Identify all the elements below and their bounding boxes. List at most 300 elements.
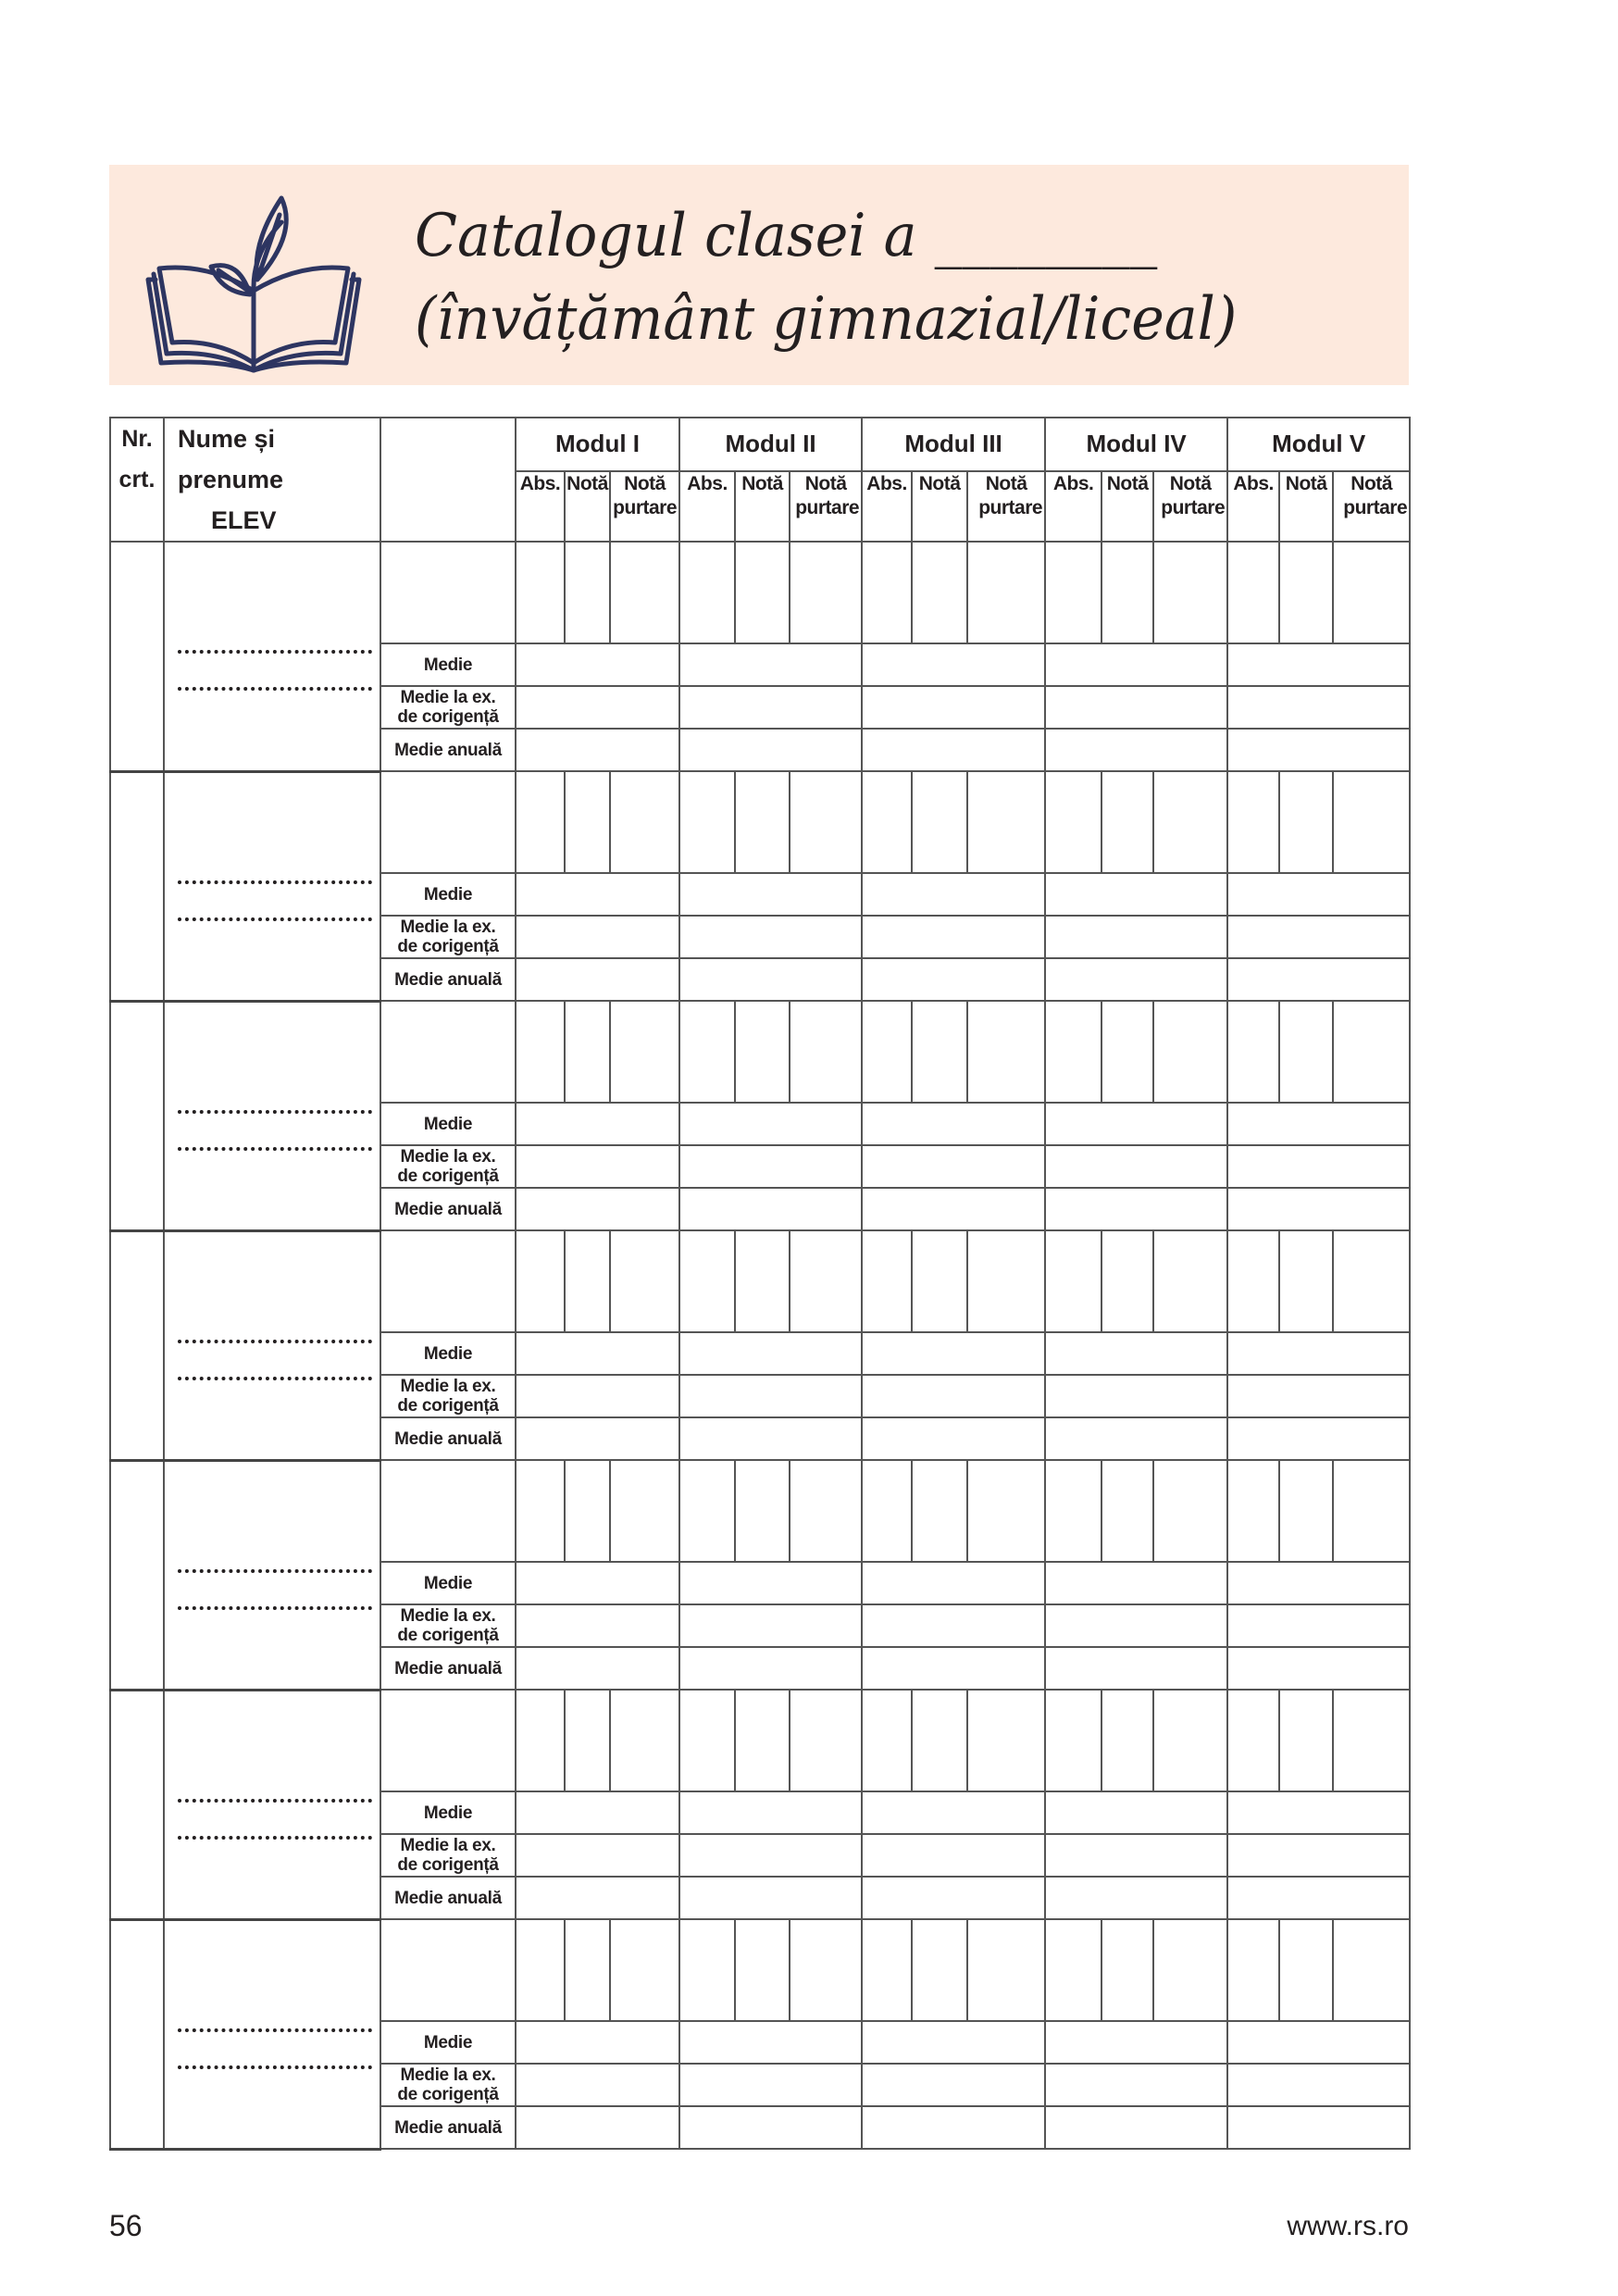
module-average-cell[interactable] <box>1045 916 1227 958</box>
student-name-cell[interactable] <box>164 1001 380 1230</box>
nota-purtare-cell[interactable] <box>1153 1230 1227 1332</box>
abs-cell[interactable] <box>679 1690 735 1791</box>
module-average-cell[interactable] <box>862 2106 1045 2149</box>
title-line-1: Catalogul clasei a ________ <box>415 202 1158 270</box>
module-average-cell[interactable] <box>516 1417 679 1460</box>
nota-purtare-line2: purtare <box>613 496 678 518</box>
student-entry-row <box>110 1460 1410 1562</box>
nota-cell[interactable] <box>735 771 790 873</box>
row-label-text: de corigență <box>397 1626 499 1645</box>
module-average-cell[interactable] <box>679 1417 862 1460</box>
nota-purtare-header <box>610 471 679 542</box>
nota-cell[interactable] <box>912 542 967 643</box>
label-blank-cell <box>380 1001 516 1103</box>
nota-purtare-cell[interactable] <box>967 1919 1045 2021</box>
module-average-cell[interactable] <box>516 686 679 729</box>
name-dotted-line <box>178 1606 372 1610</box>
medie-corigenta-label <box>380 1834 516 1877</box>
label-blank-cell <box>380 1690 516 1791</box>
nota-purtare-cell[interactable] <box>967 1690 1045 1791</box>
nota-cell[interactable] <box>1279 542 1333 643</box>
nota-purtare-cell[interactable] <box>1153 1919 1227 2021</box>
module-average-cell[interactable] <box>862 873 1045 916</box>
module-average-cell[interactable] <box>1045 1647 1227 1690</box>
module-average-cell[interactable] <box>1227 916 1410 958</box>
abs-cell[interactable] <box>516 1001 565 1103</box>
nota-purtare-cell[interactable] <box>1153 771 1227 873</box>
name-label: Nume și prenume <box>178 425 284 493</box>
row-label-text: de corigență <box>397 1396 499 1416</box>
module-average-cell[interactable] <box>516 1647 679 1690</box>
nota-purtare-cell[interactable] <box>610 542 679 643</box>
module-average-cell[interactable] <box>1045 1604 1227 1647</box>
title-banner <box>109 165 1409 385</box>
row-label-text: Medie la ex. <box>400 1377 496 1396</box>
module-average-cell[interactable] <box>516 873 679 916</box>
medie-label <box>380 1103 516 1145</box>
module-average-cell[interactable] <box>1227 1647 1410 1690</box>
nota-cell[interactable] <box>735 1001 790 1103</box>
open-book-sprout-icon <box>143 178 365 381</box>
module-average-cell[interactable] <box>1045 643 1227 686</box>
nota-cell[interactable] <box>735 1460 790 1562</box>
page-number: 56 <box>109 2209 143 2242</box>
nr-crt-cell[interactable] <box>110 1001 164 1230</box>
name-dotted-line <box>178 2028 372 2032</box>
student-name-cell[interactable] <box>164 1919 380 2149</box>
nota-purtare-cell[interactable] <box>967 1001 1045 1103</box>
abs-cell[interactable] <box>1045 1690 1101 1791</box>
nota-purtare-line2: purtare <box>978 496 1043 518</box>
module-average-cell[interactable] <box>679 1604 862 1647</box>
abs-cell[interactable] <box>1045 1460 1101 1562</box>
nota-purtare-cell[interactable] <box>790 1001 862 1103</box>
module-average-cell[interactable] <box>862 1562 1045 1604</box>
crt-label: crt. <box>118 467 156 493</box>
nota-purtare-cell[interactable] <box>790 542 862 643</box>
nota-cell[interactable] <box>1279 1919 1333 2021</box>
module-average-cell[interactable] <box>1045 1188 1227 1230</box>
nota-cell[interactable] <box>565 1001 610 1103</box>
nota-cell[interactable] <box>565 1230 610 1332</box>
catalog-table <box>109 417 1411 2151</box>
module-average-cell[interactable] <box>1045 729 1227 771</box>
module-average-cell[interactable] <box>862 1103 1045 1145</box>
module-average-cell[interactable] <box>1227 1145 1410 1188</box>
nota-cell[interactable] <box>912 1001 967 1103</box>
module-average-cell[interactable] <box>516 1188 679 1230</box>
module-average-cell[interactable] <box>1227 1877 1410 1919</box>
student-entry-row <box>110 542 1410 643</box>
nota-purtare-cell[interactable] <box>610 1690 679 1791</box>
module-average-cell[interactable] <box>1227 1417 1410 1460</box>
abs-cell[interactable] <box>862 1460 912 1562</box>
abs-cell[interactable] <box>1045 542 1101 643</box>
module-average-cell[interactable] <box>1045 1332 1227 1375</box>
module-average-cell[interactable] <box>1045 958 1227 1001</box>
nr-crt-cell[interactable] <box>110 771 164 1001</box>
nota-cell[interactable] <box>565 771 610 873</box>
nota-cell[interactable] <box>565 542 610 643</box>
module-average-cell[interactable] <box>679 686 862 729</box>
module-average-cell[interactable] <box>516 1877 679 1919</box>
student-entry-row <box>110 1919 1410 2021</box>
row-label-text: de corigență <box>397 1167 499 1186</box>
module-average-cell[interactable] <box>862 1791 1045 1834</box>
module-average-cell[interactable] <box>1227 686 1410 729</box>
module-average-cell[interactable] <box>679 643 862 686</box>
module-average-cell[interactable] <box>862 729 1045 771</box>
abs-cell[interactable] <box>862 542 912 643</box>
module-average-cell[interactable] <box>1045 1103 1227 1145</box>
module-average-cell[interactable] <box>1045 1791 1227 1834</box>
nota-cell[interactable] <box>565 1460 610 1562</box>
module-average-cell[interactable] <box>862 1417 1045 1460</box>
nota-cell[interactable] <box>1101 771 1153 873</box>
module-average-cell[interactable] <box>516 2106 679 2149</box>
nota-purtare-cell[interactable] <box>790 1460 862 1562</box>
nota-purtare-cell[interactable] <box>610 771 679 873</box>
abs-cell[interactable] <box>1227 771 1279 873</box>
abs-cell[interactable] <box>516 1230 565 1332</box>
name-dotted-line <box>178 1147 372 1151</box>
module-average-cell[interactable] <box>516 729 679 771</box>
module-average-cell[interactable] <box>516 1791 679 1834</box>
module-average-cell[interactable] <box>679 1145 862 1188</box>
module-average-cell[interactable] <box>679 1103 862 1145</box>
name-dotted-line <box>178 1836 372 1840</box>
module-average-cell[interactable] <box>862 2064 1045 2106</box>
abs-cell[interactable] <box>1227 1001 1279 1103</box>
nota-purtare-cell[interactable] <box>967 1460 1045 1562</box>
nota-purtare-cell[interactable] <box>1153 1690 1227 1791</box>
abs-cell[interactable] <box>1045 1919 1101 2021</box>
module-average-cell[interactable] <box>1227 958 1410 1001</box>
nota-cell[interactable] <box>912 771 967 873</box>
module-1-header: Modul I <box>516 418 679 471</box>
module-average-cell[interactable] <box>679 1375 862 1417</box>
abs-cell[interactable] <box>679 1001 735 1103</box>
row-label-text: Medie anuală <box>394 1199 502 1219</box>
nota-purtare-line1: Notă <box>804 472 847 494</box>
nota-purtare-cell[interactable] <box>1333 1919 1410 2021</box>
nota-purtare-cell[interactable] <box>967 1230 1045 1332</box>
nota-purtare-cell[interactable] <box>1333 771 1410 873</box>
row-label-text: Medie la ex. <box>400 917 496 937</box>
module-average-cell[interactable] <box>862 1647 1045 1690</box>
module-average-cell[interactable] <box>862 1834 1045 1877</box>
row-label-text: Medie la ex. <box>400 1147 496 1167</box>
nota-purtare-line2: purtare <box>1161 496 1226 518</box>
student-name-cell[interactable] <box>164 771 380 1001</box>
header-row-modules <box>110 418 1410 471</box>
module-3-header: Modul III <box>862 418 1045 471</box>
nota-cell[interactable] <box>912 1460 967 1562</box>
module-average-cell[interactable] <box>862 2021 1045 2064</box>
module-average-cell[interactable] <box>679 2021 862 2064</box>
module-average-cell[interactable] <box>679 729 862 771</box>
label-column-header <box>380 418 516 542</box>
nota-purtare-cell[interactable] <box>610 1230 679 1332</box>
abs-cell[interactable] <box>862 1690 912 1791</box>
abs-cell[interactable] <box>516 1919 565 2021</box>
student-entry-row <box>110 1690 1410 1791</box>
abs-header: Abs. <box>1045 471 1101 542</box>
module-average-cell[interactable] <box>516 643 679 686</box>
module-average-cell[interactable] <box>1227 729 1410 771</box>
nota-purtare-cell[interactable] <box>967 542 1045 643</box>
module-average-cell[interactable] <box>516 1145 679 1188</box>
row-label-text: Medie anuală <box>394 1888 502 1908</box>
abs-cell[interactable] <box>862 1001 912 1103</box>
module-average-cell[interactable] <box>1227 1188 1410 1230</box>
elev-label: ELEV <box>211 506 277 534</box>
module-average-cell[interactable] <box>1045 1562 1227 1604</box>
row-label-text: Medie <box>423 655 473 675</box>
nota-purtare-cell[interactable] <box>610 1919 679 2021</box>
medie-anuala-label <box>380 1188 516 1230</box>
module-average-cell[interactable] <box>862 1604 1045 1647</box>
nota-purtare-cell[interactable] <box>1153 542 1227 643</box>
module-average-cell[interactable] <box>1045 686 1227 729</box>
module-average-cell[interactable] <box>862 1188 1045 1230</box>
nr-crt-cell[interactable] <box>110 1230 164 1460</box>
abs-cell[interactable] <box>862 1230 912 1332</box>
title-line-2: (învățământ gimnazial/liceal) <box>415 285 1238 354</box>
module-average-cell[interactable] <box>862 1375 1045 1417</box>
nota-purtare-cell[interactable] <box>790 1690 862 1791</box>
abs-cell[interactable] <box>516 542 565 643</box>
nota-header: Notă <box>1101 471 1153 542</box>
nota-purtare-cell[interactable] <box>1153 1001 1227 1103</box>
nota-purtare-cell[interactable] <box>1333 1690 1410 1791</box>
module-average-cell[interactable] <box>862 1332 1045 1375</box>
module-average-cell[interactable] <box>862 1877 1045 1919</box>
module-average-cell[interactable] <box>679 2064 862 2106</box>
row-label-text: de corigență <box>397 2085 499 2104</box>
abs-cell[interactable] <box>679 771 735 873</box>
nota-purtare-header <box>1153 471 1227 542</box>
module-average-cell[interactable] <box>679 916 862 958</box>
module-average-cell[interactable] <box>1227 1834 1410 1877</box>
module-average-cell[interactable] <box>516 2064 679 2106</box>
nota-cell[interactable] <box>1101 1001 1153 1103</box>
name-dotted-line <box>178 1799 372 1803</box>
name-dotted-line <box>178 687 372 691</box>
module-average-cell[interactable] <box>516 1375 679 1417</box>
medie-anuala-label <box>380 1417 516 1460</box>
module-average-cell[interactable] <box>516 1332 679 1375</box>
medie-anuala-label <box>380 729 516 771</box>
module-average-cell[interactable] <box>1227 1562 1410 1604</box>
module-average-cell[interactable] <box>1045 2021 1227 2064</box>
module-average-cell[interactable] <box>679 2106 862 2149</box>
nota-purtare-cell[interactable] <box>1333 1001 1410 1103</box>
row-label-text: Medie anuală <box>394 740 502 760</box>
nr-crt-cell[interactable] <box>110 1460 164 1690</box>
row-label-text: Medie <box>423 1343 473 1364</box>
nota-cell[interactable] <box>735 1230 790 1332</box>
module-4-header: Modul IV <box>1045 418 1227 471</box>
medie-label <box>380 2021 516 2064</box>
abs-cell[interactable] <box>1045 1230 1101 1332</box>
module-average-cell[interactable] <box>516 1834 679 1877</box>
module-average-cell[interactable] <box>862 643 1045 686</box>
row-label-text: Medie anuală <box>394 1658 502 1678</box>
module-average-cell[interactable] <box>1227 1791 1410 1834</box>
abs-cell[interactable] <box>1045 1001 1101 1103</box>
student-name-cell[interactable] <box>164 1460 380 1690</box>
medie-corigenta-label <box>380 2064 516 2106</box>
module-average-cell[interactable] <box>1045 2064 1227 2106</box>
module-average-cell[interactable] <box>1227 643 1410 686</box>
abs-cell[interactable] <box>516 1690 565 1791</box>
nota-cell[interactable] <box>1279 1001 1333 1103</box>
module-average-cell[interactable] <box>679 1188 862 1230</box>
nr-crt-cell[interactable] <box>110 542 164 771</box>
nota-purtare-line1: Notă <box>624 472 666 494</box>
module-average-cell[interactable] <box>1045 1834 1227 1877</box>
module-average-cell[interactable] <box>679 958 862 1001</box>
module-average-cell[interactable] <box>862 958 1045 1001</box>
nota-cell[interactable] <box>1101 1690 1153 1791</box>
nota-cell[interactable] <box>565 1919 610 2021</box>
row-label-text: Medie <box>423 1803 473 1823</box>
student-name-cell[interactable] <box>164 542 380 771</box>
medie-corigenta-label <box>380 1145 516 1188</box>
module-average-cell[interactable] <box>516 916 679 958</box>
abs-cell[interactable] <box>516 1460 565 1562</box>
module-average-cell[interactable] <box>1227 1375 1410 1417</box>
nota-cell[interactable] <box>735 1690 790 1791</box>
abs-cell[interactable] <box>1227 1919 1279 2021</box>
nota-header: Notă <box>735 471 790 542</box>
module-average-cell[interactable] <box>1227 873 1410 916</box>
name-dotted-line <box>178 917 372 921</box>
nota-cell[interactable] <box>1101 542 1153 643</box>
nota-purtare-header <box>967 471 1045 542</box>
page-title <box>415 194 1237 361</box>
nota-cell[interactable] <box>735 1919 790 2021</box>
nota-purtare-cell[interactable] <box>1333 1460 1410 1562</box>
abs-cell[interactable] <box>1227 1230 1279 1332</box>
module-average-cell[interactable] <box>1227 2106 1410 2149</box>
abs-cell[interactable] <box>1227 542 1279 643</box>
student-entry-row <box>110 1001 1410 1103</box>
module-average-cell[interactable] <box>1045 2106 1227 2149</box>
row-label-text: Medie <box>423 884 473 905</box>
abs-cell[interactable] <box>679 1460 735 1562</box>
module-average-cell[interactable] <box>679 1647 862 1690</box>
nota-cell[interactable] <box>1101 1230 1153 1332</box>
nota-purtare-cell[interactable] <box>610 1001 679 1103</box>
medie-label <box>380 873 516 916</box>
nota-purtare-cell[interactable] <box>1333 1230 1410 1332</box>
row-label-text: Medie la ex. <box>400 1836 496 1855</box>
row-label-text: Medie <box>423 2032 473 2053</box>
nota-purtare-cell[interactable] <box>790 1919 862 2021</box>
row-label-text: de corigență <box>397 937 499 956</box>
module-average-cell[interactable] <box>1227 2021 1410 2064</box>
module-average-cell[interactable] <box>679 1877 862 1919</box>
label-blank-cell <box>380 542 516 643</box>
name-dotted-line <box>178 2065 372 2069</box>
nota-cell[interactable] <box>912 1919 967 2021</box>
module-average-cell[interactable] <box>516 1604 679 1647</box>
nota-cell[interactable] <box>1101 1460 1153 1562</box>
module-average-cell[interactable] <box>679 1562 862 1604</box>
nota-cell[interactable] <box>912 1690 967 1791</box>
module-average-cell[interactable] <box>679 1791 862 1834</box>
module-average-cell[interactable] <box>1045 1145 1227 1188</box>
nota-cell[interactable] <box>1101 1919 1153 2021</box>
module-average-cell[interactable] <box>516 958 679 1001</box>
module-average-cell[interactable] <box>862 1145 1045 1188</box>
nota-cell[interactable] <box>1279 1460 1333 1562</box>
abs-cell[interactable] <box>1227 1460 1279 1562</box>
abs-cell[interactable] <box>862 1919 912 2021</box>
nr-crt-cell[interactable] <box>110 1919 164 2149</box>
row-label-text: Medie la ex. <box>400 688 496 707</box>
student-name-cell[interactable] <box>164 1230 380 1460</box>
label-blank-cell <box>380 1919 516 2021</box>
nota-cell[interactable] <box>735 542 790 643</box>
nota-cell[interactable] <box>1279 1690 1333 1791</box>
module-average-cell[interactable] <box>516 1562 679 1604</box>
module-average-cell[interactable] <box>679 1834 862 1877</box>
abs-cell[interactable] <box>679 1230 735 1332</box>
website-url: www.rs.ro <box>1287 2211 1409 2241</box>
nota-purtare-cell[interactable] <box>790 771 862 873</box>
abs-header: Abs. <box>679 471 735 542</box>
module-average-cell[interactable] <box>1045 1375 1227 1417</box>
module-average-cell[interactable] <box>1227 1332 1410 1375</box>
module-average-cell[interactable] <box>1227 2064 1410 2106</box>
nota-purtare-cell[interactable] <box>1153 1460 1227 1562</box>
module-average-cell[interactable] <box>1045 873 1227 916</box>
nota-cell[interactable] <box>1279 1230 1333 1332</box>
nota-purtare-cell[interactable] <box>967 771 1045 873</box>
module-average-cell[interactable] <box>862 916 1045 958</box>
abs-cell[interactable] <box>1227 1690 1279 1791</box>
abs-cell[interactable] <box>679 542 735 643</box>
module-average-cell[interactable] <box>1045 1417 1227 1460</box>
abs-cell[interactable] <box>679 1919 735 2021</box>
medie-label <box>380 1562 516 1604</box>
nota-purtare-cell[interactable] <box>610 1460 679 1562</box>
row-label-text: Medie <box>423 1114 473 1134</box>
nota-cell[interactable] <box>912 1230 967 1332</box>
student-name-cell[interactable] <box>164 1690 380 1919</box>
module-average-cell[interactable] <box>1045 1877 1227 1919</box>
module-average-cell[interactable] <box>679 1332 862 1375</box>
nota-header: Notă <box>912 471 967 542</box>
abs-cell[interactable] <box>862 771 912 873</box>
module-average-cell[interactable] <box>679 873 862 916</box>
module-average-cell[interactable] <box>516 2021 679 2064</box>
nota-purtare-cell[interactable] <box>790 1230 862 1332</box>
nr-crt-cell[interactable] <box>110 1690 164 1919</box>
module-average-cell[interactable] <box>1227 1103 1410 1145</box>
nota-cell[interactable] <box>1279 771 1333 873</box>
nota-cell[interactable] <box>565 1690 610 1791</box>
nota-purtare-cell[interactable] <box>1333 542 1410 643</box>
module-average-cell[interactable] <box>862 686 1045 729</box>
abs-cell[interactable] <box>516 771 565 873</box>
abs-cell[interactable] <box>1045 771 1101 873</box>
module-average-cell[interactable] <box>1227 1604 1410 1647</box>
module-average-cell[interactable] <box>516 1103 679 1145</box>
